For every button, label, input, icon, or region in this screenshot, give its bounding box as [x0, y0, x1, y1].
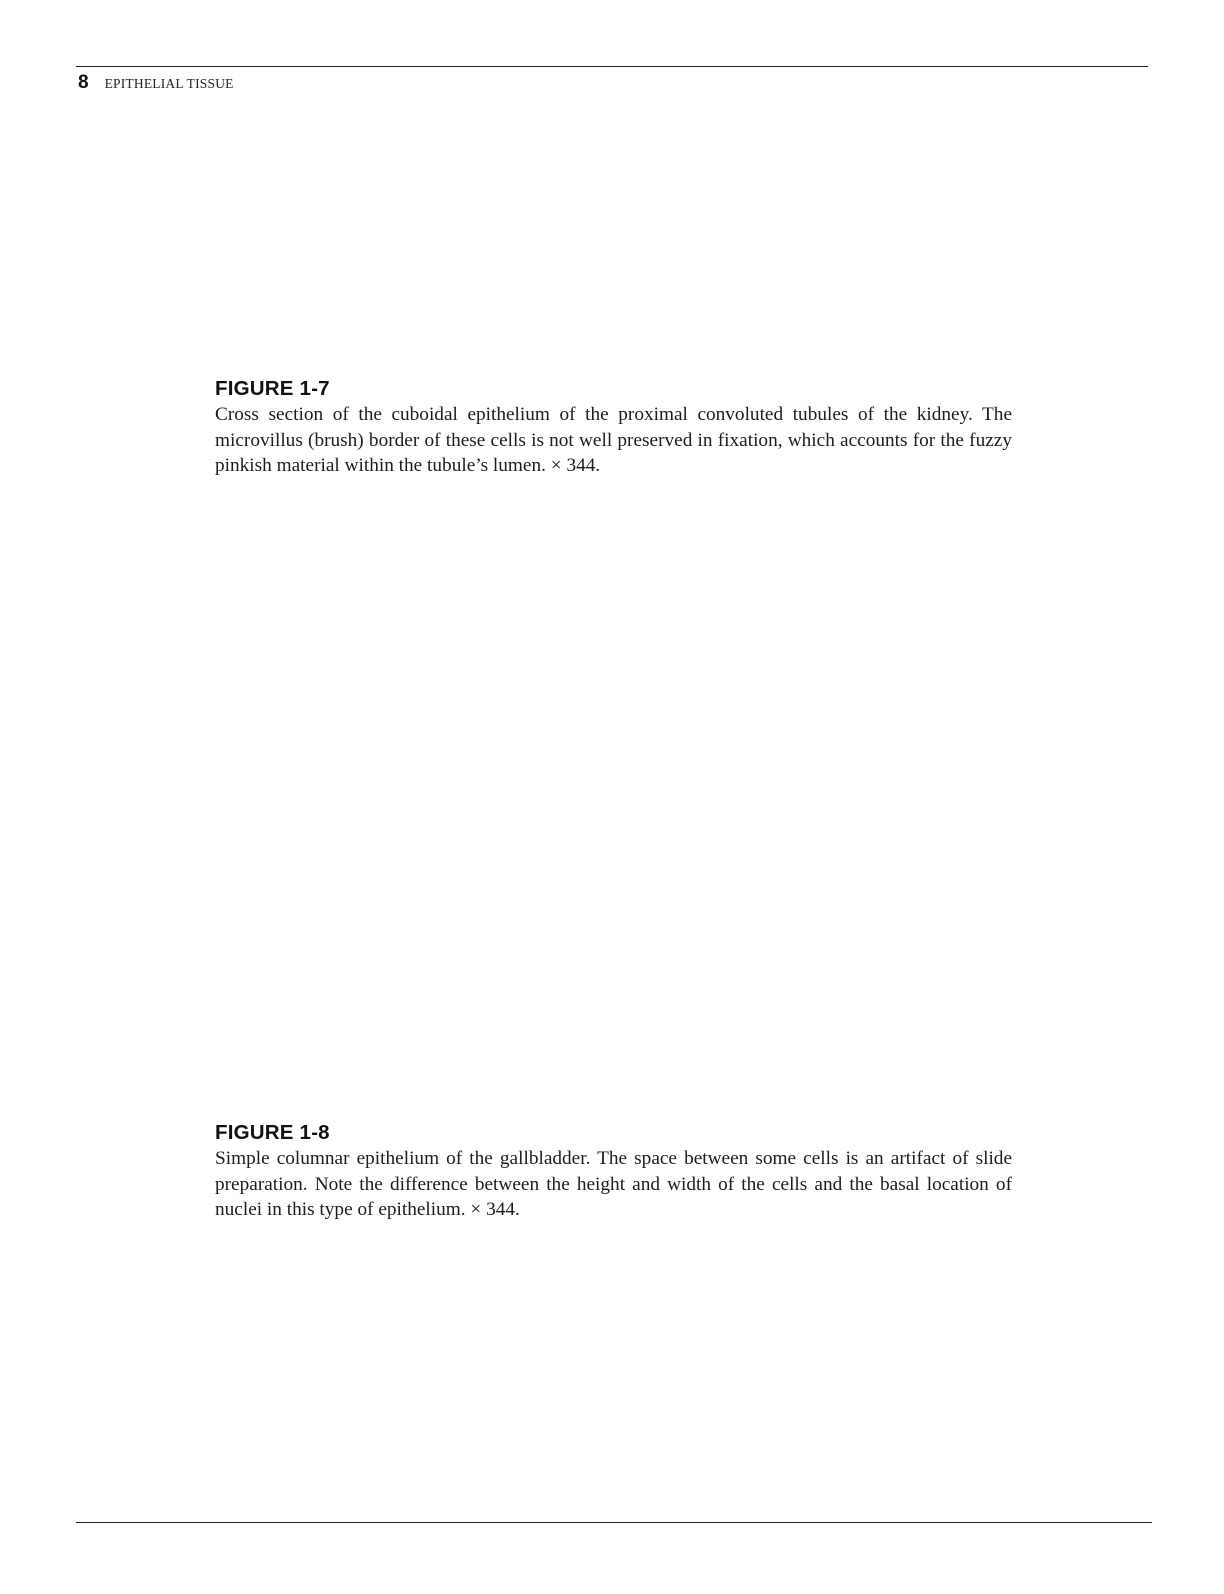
- footer-rule: [76, 1522, 1152, 1523]
- running-head: [78, 72, 234, 96]
- running-title: EPITHELIAL TISSUE: [104, 76, 234, 91]
- header-rule: [76, 66, 1148, 67]
- figure-1-7-caption-block: [215, 376, 1012, 479]
- figure-1-8-caption-block: [215, 1120, 1012, 1223]
- figure-label: FIGURE 1-7: [215, 377, 330, 400]
- page-number: 8: [78, 72, 89, 93]
- figure-caption: Simple columnar epithelium of the gallbladder. The space between some cells is an artifact of slide preparation. Note the difference between the height and width of the cells and the basal location of nuclei in this type of epithelium. × 344.: [215, 1148, 1012, 1220]
- figure-caption: Cross section of the cuboidal epithelium of the proximal convoluted tubules of the kidney. The microvillus (brush) border of these cells is not well preserved in fixation, which accounts for the fuzzy pinkish material within the tubule’s lumen. × 344.: [215, 404, 1012, 476]
- figure-label: FIGURE 1-8: [215, 1121, 330, 1144]
